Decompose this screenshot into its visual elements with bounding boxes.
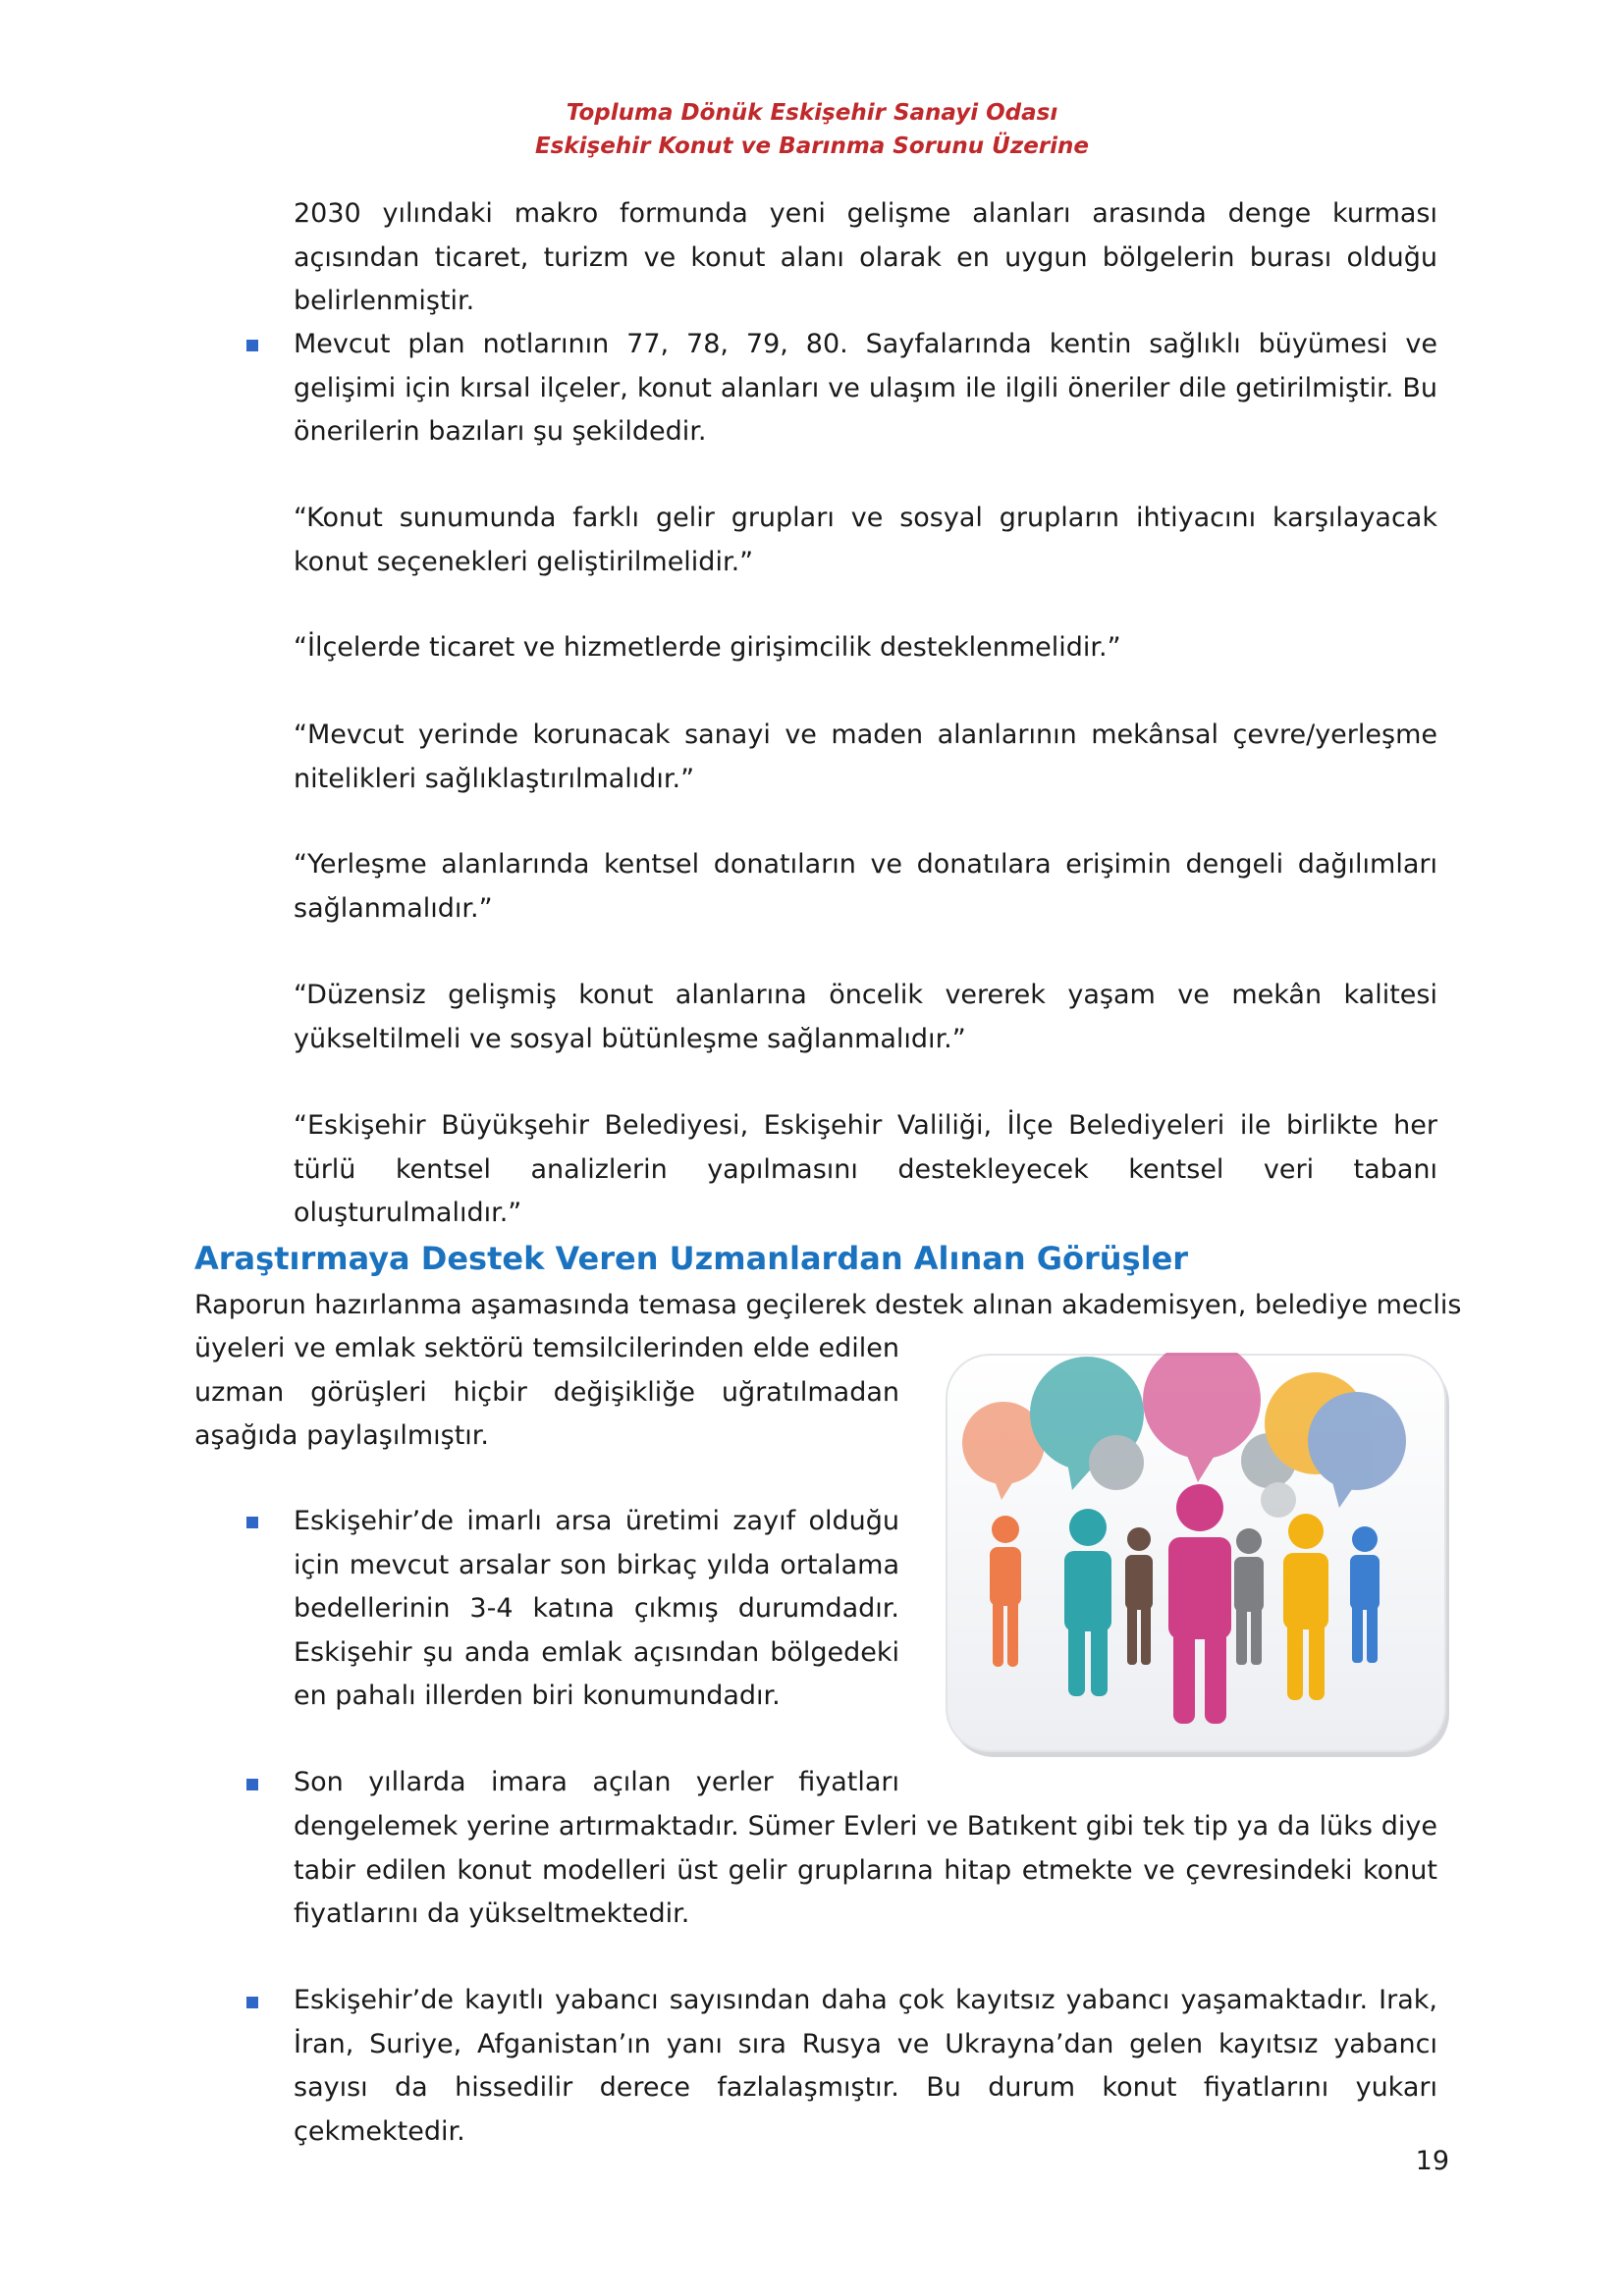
bullet-zoning-first-line: Son yıllarda imara açılan yerler fiyatları [294,1767,899,1797]
bullet-land-prices: Eskişehir’de imarlı arsa üretimi zayıf olduğu için mevcut arsalar son birkaç yılda ortalama bedellerinin 3-4 katına çıkmış durumdadır. Eskişehir şu anda emlak açısından bölgedeki en pahalı illerden biri konumundadır. [294,1506,899,1711]
quote-5: “Düzensiz gelişmiş konut alanlarına öncelik vererek yaşam ve mekân kalitesi yükseltilmeli ve sosyal bütünleşme sağlanmalıdır.” [294,980,1437,1054]
intro-paragraph: 2030 yılındaki makro formunda yeni gelişme alanları arasında denge kurması açısından ticaret, turizm ve konut alanı olarak en uygun bölgelerin burası olduğu belirlenmiştir. [294,198,1437,316]
quote-3: “Mevcut yerinde korunacak sanayi ve maden alanlarının mekânsal çevre/yerleşme nitelikleri sağlıklaştırılmalıdır.” [294,720,1437,794]
page-number: 19 [1415,2146,1449,2176]
quote-1: “Konut sunumunda farklı gelir grupları ve sosyal grupların ihtiyacını karşılayacak konut seçenekleri geliştirilmelidir.” [294,503,1437,577]
people-speech-bubbles-illustration [945,1353,1455,1765]
bullet-marker [246,1779,258,1790]
running-header-line-2: Eskişehir Konut ve Barınma Sorunu Üzerine [534,133,1090,159]
bullet-plan-notes: Mevcut plan notlarının 77, 78, 79, 80. Sayfalarında kentin sağlıklı büyümesi ve gelişimi için kırsal ilçeler, konut alanları ve ulaşım ile ilgili öneriler dile getirilmiştir. Bu önerilerin bazıları şu şekildedir. [294,329,1437,447]
section-intro-rest: üyeleri ve emlak sektörü temsilcilerinden elde edilen uzman görüşleri hiçbir değişikliğe uğratılmadan aşağıda paylaşılmıştır. [194,1333,899,1451]
bullet-marker [246,340,258,351]
bullet-marker [246,1997,258,2008]
quote-2: “İlçelerde ticaret ve hizmetlerde girişimcilik desteklenmelidir.” [294,632,1121,663]
bullet-zoning-rest: dengelemek yerine artırmaktadır. Sümer Evleri ve Batıkent gibi tek tip ya da lüks diye tabir edilen konut modelleri üst gelir gruplarına hitap etmekte ve çevresindeki konut fiyatlarını da yükseltmektedir. [294,1811,1437,1929]
bullet-foreigners: Eskişehir’de kayıtlı yabancı sayısından daha çok kayıtsız yabancı yaşamaktadır. Irak, İran, Suriye, Afganistan’ın yanı sıra Rusya ve Ukrayna’dan gelen kayıtsız yabancı sayısı da hissedilir derece fazlalaşmıştır. Bu durum konut fiyatlarını yukarı çekmektedir. [294,1985,1437,2147]
section-heading: Araştırmaya Destek Veren Uzmanlardan Alınan Görüşler [194,1240,1189,1277]
section-intro-line-1: Raporun hazırlanma aşamasında temasa geçilerek destek alınan akademisyen, belediye meclis [194,1290,1462,1320]
quote-6: “Eskişehir Büyükşehir Belediyesi, Eskişehir Valiliği, İlçe Belediyeleri ile birlikte her türlü kentsel analizlerin yapılmasını destekleyecek kentsel veri tabanı oluşturulmalıdır.” [294,1110,1437,1228]
bullet-marker [246,1517,258,1528]
running-header-line-1: Topluma Dönük Eskişehir Sanayi Odası [566,100,1058,126]
quote-4: “Yerleşme alanlarında kentsel donatıların ve donatılara erişimin dengeli dağılımları sağlanmalıdır.” [294,849,1437,924]
